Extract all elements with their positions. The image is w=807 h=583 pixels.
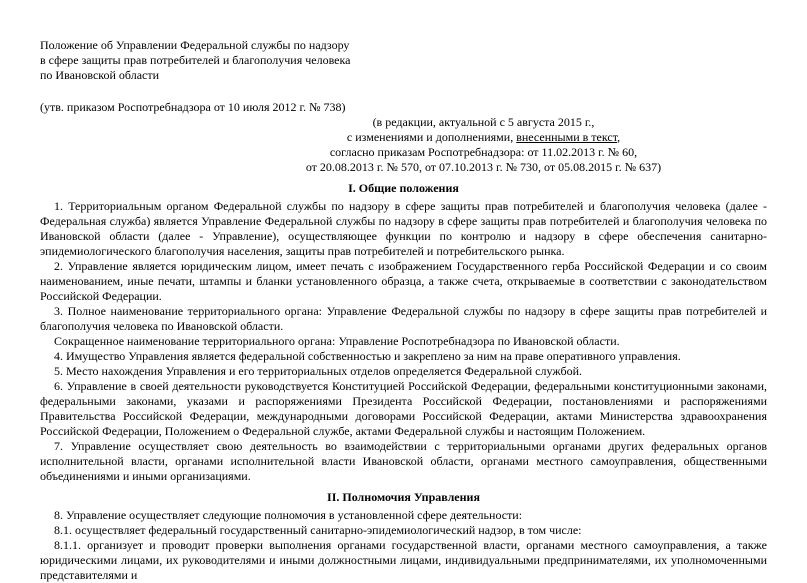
paragraph: 8. Управление осуществляет следующие полномочия в установленной сфере деятельности: [54, 508, 523, 522]
edition-line: (в редакции, актуальной с 5 августа 2015 г., [372, 115, 595, 129]
edition-line: согласно приказам Роспотребнадзора: от 11.02.2013 г. № 60, [329, 145, 638, 159]
amendments-link[interactable]: внесенными в текст [516, 130, 618, 144]
section-heading: I. Общие положения [348, 181, 459, 195]
paragraph: 2. Управление является юридическим лицом, имеет печать с изображением Государственного герба Российской Федерации и со своим наименованием, иные печати, штампы и бланки установленного образца, а также счета, открываемые в соответствии с законодательством Российской Федерации. [40, 259, 767, 303]
edition-text: , [617, 130, 621, 144]
paragraph: 8.1. осуществляет федеральный государственный санитарно-эпидемиологический надзор, в том числе: [54, 523, 582, 537]
paragraph: 5. Место нахождения Управления и его территориальных отделов определяется Федеральной службой. [54, 364, 582, 378]
section-heading: II. Полномочия Управления [327, 490, 480, 504]
document-page [40, 38, 767, 583]
edition-line: от 20.08.2013 г. № 570, от 07.10.2013 г. № 730, от 05.08.2015 г. № 637) [305, 160, 662, 174]
paragraph: 8.1.1. организует и проводит проверки выполнения органами государственной власти, органами местного самоуправления, а также юридическими лицами, их руководителями и иными должностными лицами, индивидуальными предпринимателями, их уполномоченными представителями и [40, 538, 767, 582]
edition-line [200, 130, 767, 145]
paragraph: 6. Управление в своей деятельности руководствуется Конституцией Российской Федерации, федеральными конституционными законами, федеральными законами, указами и распоряжениями Президента Российской Федерации, постановлениями и распоряжениями Правительства Российской Федерации, международными договорами Российской Федерации, актами Министерства здравоохранения Российской Федерации, Положением о Федеральной службе, актами Федеральной службы и настоящим Положением. [40, 379, 767, 438]
paragraph: 1. Территориальным органом Федеральной службы по надзору в сфере защиты прав потребителей и благополучия человека (далее - Федеральная служба) является Управление Федеральной службы по надзору в сфере защиты прав потребителей и благополучия человека по Ивановской области (далее - Управление), осуществляющее функции по контролю и надзору в сфере обеспечения санитарно-эпидемиологического благополучия населения, защиты прав потребителей и потребительского рынка. [40, 199, 767, 258]
title-line: по Ивановской области [40, 68, 160, 82]
paragraph: 4. Имущество Управления является федеральной собственностью и закреплено за ним на праве оперативного управления. [54, 349, 681, 363]
document-title [40, 38, 767, 83]
paragraph: 7. Управление осуществляет свою деятельность во взаимодействии с территориальными органами других федеральных органов исполнительной власти, органами исполнительной власти Ивановской области, органами местного самоуправления, общественными объединениями и иными организациями. [40, 439, 767, 483]
edition-note [40, 115, 767, 175]
paragraph: 3. Полное наименование территориального органа: Управление Федеральной службы по надзору в сфере защиты прав потребителей и благополучия человека по Ивановской области. [40, 304, 767, 333]
title-line: в сфере защиты прав потребителей и благополучия человека [40, 53, 351, 67]
title-line: Положение об Управлении Федеральной службы по надзору [40, 38, 350, 52]
edition-text: с изменениями и дополнениями, [346, 130, 517, 144]
approval-note: (утв. приказом Роспотребнадзора от 10 июля 2012 г. № 738) [40, 100, 346, 114]
paragraph: Сокращенное наименование территориального органа: Управление Роспотребнадзора по Ивановской области. [54, 334, 620, 348]
